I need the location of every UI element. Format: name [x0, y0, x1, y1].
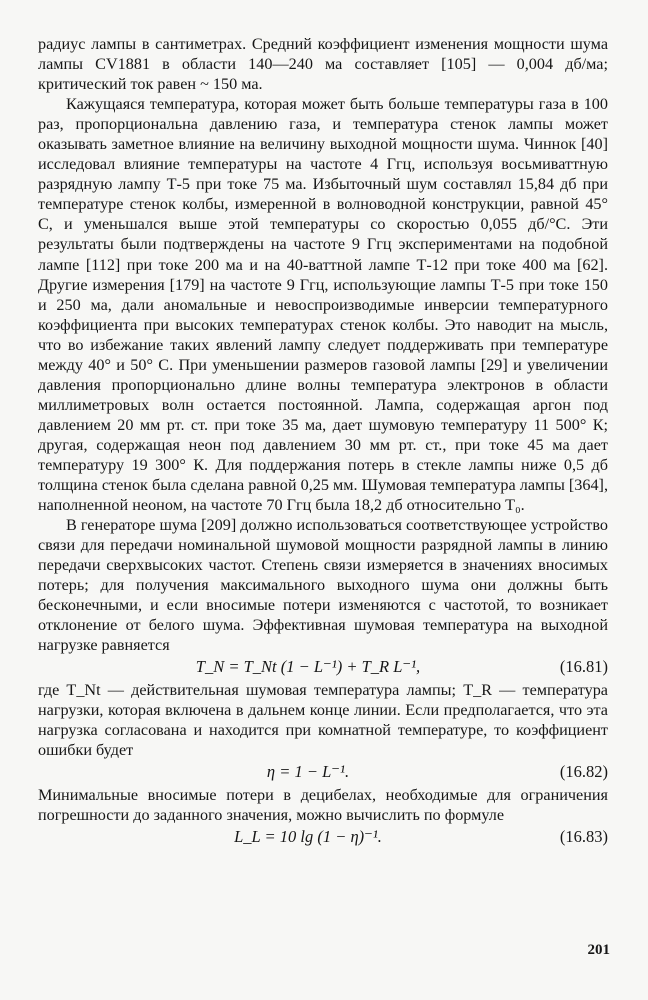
- paragraph: Минимальные вносимые потери в децибелах, необходимые для ограничения погрешности до заданного значения, можно вычислить по формуле: [38, 785, 608, 824]
- equation-number: (16.82): [559, 762, 608, 782]
- equation-formula: η = 1 − L⁻¹.: [266, 762, 350, 782]
- paragraph: радиус лампы в сантиметрах. Средний коэффициент изменения мощности шума лампы CV1881 в области 140—240 ма составляет [105] — 0,004 дб/ма; критический ток равен ~ 150 ма.: [38, 35, 608, 94]
- equation-formula: T_N = T_Nt (1 − L⁻¹) + T_R L⁻¹,: [195, 657, 421, 677]
- paragraph: где T_Nt — действительная шумовая температура лампы; T_R — температура нагрузки, которая включена в дальнем конце линии. Если предполагается, что эта нагрузка согласована и находится при комнатной температуре, то коэффициент ошибки будет: [38, 680, 608, 760]
- equation-number: (16.81): [559, 657, 608, 677]
- equation-number: (16.83): [559, 826, 608, 846]
- equation-16-83: [38, 827, 608, 848]
- paragraph: Кажущаяся температура, которая может быть больше температуры газа в 100 раз, пропорциональна давлению газа, и температура стенок лампы может оказывать заметное влияние на величину выходной мощности шума. Чиннок [40] исследовал влияние температуры на частоте 4 Ггц, используя восьмиваттную разрядную лампу Т-5 при токе 75 ма. Избыточный шум составлял 15,84 дб при температуре стенок колбы, измеренной в волноводной конструкции, равной 45° С, и уменьшался выше этой температуры со скоростью 0,055 дб/°С. Эти результаты были подтверждены на частоте 9 Ггц экспериментами на подобной лампе [112] при токе 200 ма и на 40-ваттной лампе Т-12 при токе 400 ма [62]. Другие измерения [179] на частоте 9 Ггц, использующие лампы Т-5 при токе 150 и 250 ма, дали аномальные и невоспроизводимые инверсии температурного коэффициента при высоких температурах стенок колбы. Это наводит на мысль, что во избежание таких явлений лампу следует поддерживать при температуре между 40° и 50° С. При уменьшении размеров газовой лампы [29] и увеличении давления пропорционально длине волны температура электронов в области миллиметровых волн остается постоянной. Лампа, содержащая аргон под давлением 20 мм рт. ст. при токе 35 ма, дает шумовую температуру 11 500° К; другая, содержащая неон под давлением 30 мм рт. ст., при токе 45 ма дает температуру 19 300° К. Для поддержания потерь в стекле лампы ниже 0,5 дб толщина стенок была сделана равной 0,25 мм. Шумовая температура лампы [364], наполненной неоном, на частоте 70 Ггц была 18,2 дб относительно T₀.: [38, 95, 608, 515]
- paragraph: В генераторе шума [209] должно использоваться соответствующее устройство связи для передачи номинальной шумовой мощности разрядной лампы в линию передачи сверхвысоких частот. Степень связи измеряется в значениях вносимых потерь; для получения максимального выходного шума они должны быть бесконечными, и если вносимые потери изменяются с частотой, то возникает отклонение от белого шума. Эффективная шумовая температура на выходной нагрузке равняется: [38, 516, 608, 655]
- equation-16-81: [38, 657, 608, 678]
- page-number: 201: [587, 942, 610, 958]
- equation-16-82: [38, 762, 608, 783]
- equation-formula: L_L = 10 lg (1 − η)⁻¹.: [234, 826, 382, 846]
